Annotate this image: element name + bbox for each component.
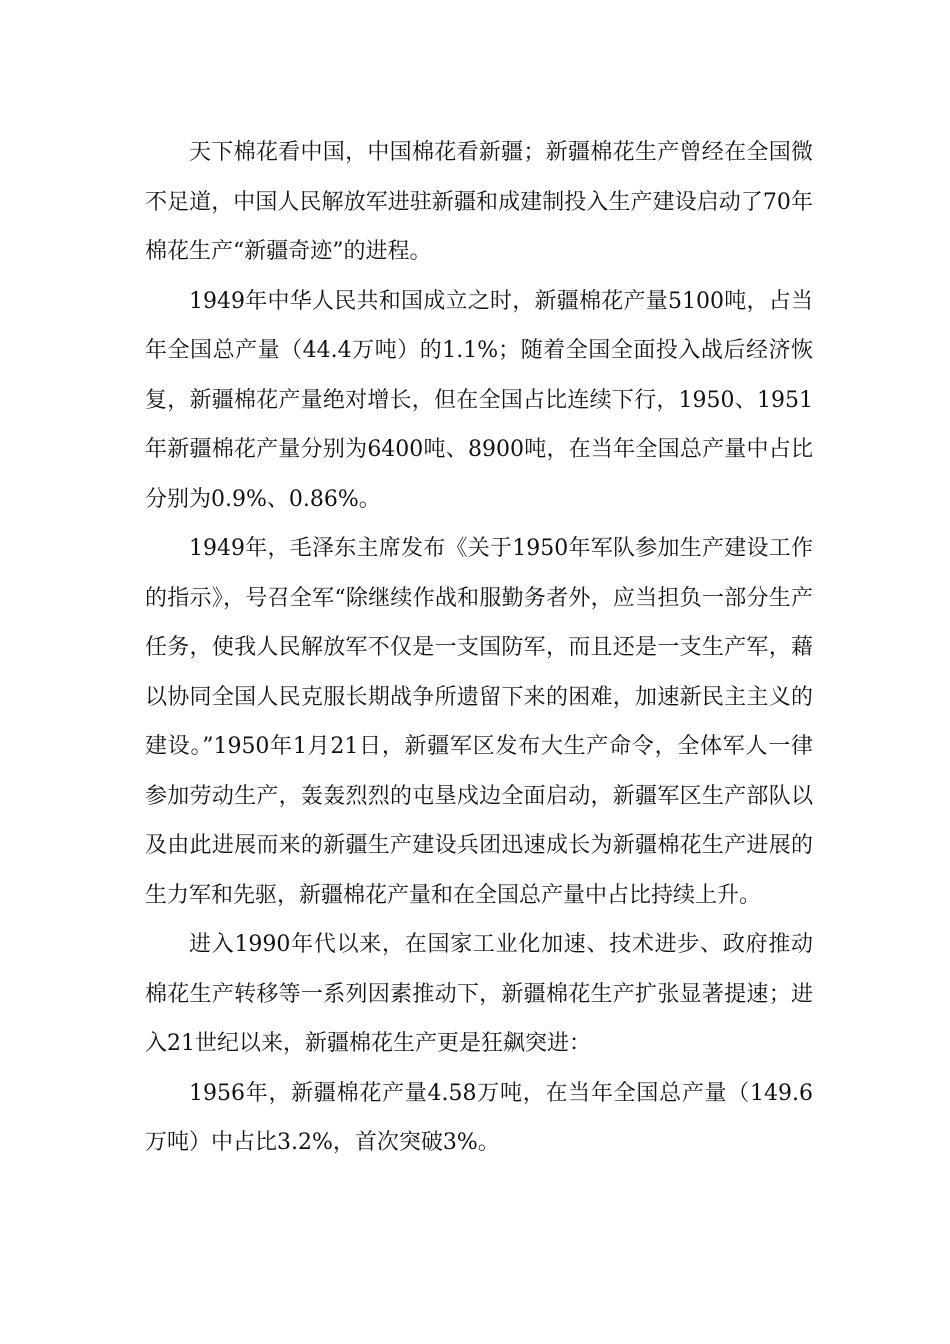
paragraph-1990s: 进入1990年代以来，在国家工业化加速、技术进步、政府推动棉花生产转移等一系列因素推动下，新疆棉花生产扩张显著提速；进入21世纪以来，新疆棉花生产更是狂飙突进： — [145, 932, 813, 1056]
paragraph-1949-output: 1949年中华人民共和国成立之时，新疆棉花产量5100吨，占当年全国总产量（44.4万吨）的1.1%；随着全国全面投入战后经济恢复，新疆棉花产量绝对增长，但在全国占比连续下行，1950、1951年新疆棉花产量分别为6400吨、8900吨，在当年全国总产量中占比分别为0.9%、0.86%。 — [145, 288, 813, 512]
document-body — [145, 128, 813, 1168]
paragraph-intro: 天下棉花看中国，中国棉花看新疆；新疆棉花生产曾经在全国微不足道，中国人民解放军进驻新疆和成建制投入生产建设启动了70年棉花生产“新疆奇迹”的进程。 — [145, 140, 813, 264]
paragraph-1949-directive: 1949年，毛泽东主席发布《关于1950年军队参加生产建设工作的指示》，号召全军“除继续作战和服勤务者外，应当担负一部分生产任务，使我人民解放军不仅是一支国防军，而且还是一支生产军，藉以协同全国人民克服长期战争所遗留下来的困难，加速新民主主义的建设。”1950年1月21日，新疆军区发布大生产命令，全体军人一律参加劳动生产，轰轰烈烈的屯垦戍边全面启动，新疆军区生产部队以及由此进展而来的新疆生产建设兵团迅速成长为新疆棉花生产进展的生力军和先驱，新疆棉花产量和在全国总产量中占比持续上升。 — [145, 536, 813, 908]
paragraph-1956: 1956年，新疆棉花产量4.58万吨，在当年全国总产量（149.6万吨）中占比3.2%，首次突破3%。 — [145, 1080, 813, 1155]
